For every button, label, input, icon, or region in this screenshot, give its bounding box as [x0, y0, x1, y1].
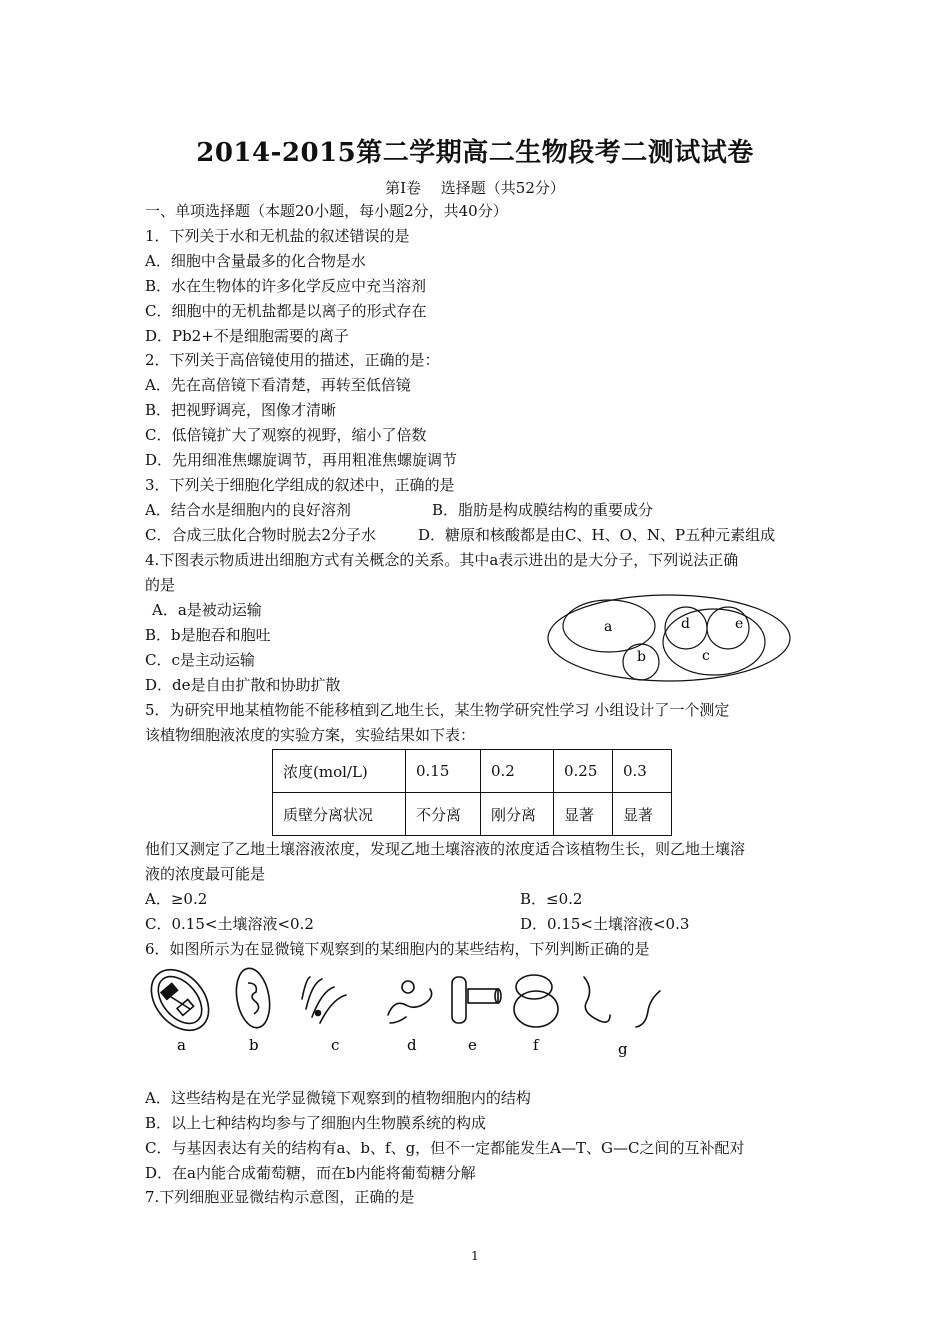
- q5-results-table: [272, 749, 672, 836]
- q4-stem-line1: 4.下图表示物质进出细胞方式有关概念的关系。其中a表示进出的是大分子，下列说法正确: [145, 551, 739, 569]
- q2-option-b: B．把视野调亮，图像才清晰: [145, 401, 337, 419]
- golgi-drawing: [302, 977, 346, 1023]
- q1-option-b: B．水在生物体的许多化学反应中充当溶剂: [145, 277, 427, 295]
- table-cell: 刚分离: [481, 793, 554, 836]
- q2-option-a: A．先在高倍镜下看清楚，再转至低倍镜: [145, 376, 411, 394]
- q5-option-b: B．≤0.2: [520, 890, 583, 908]
- table-cell: 0.2: [481, 750, 554, 793]
- q1-option-a: A．细胞中含量最多的化合物是水: [145, 252, 366, 270]
- q5-stem-line2: 该植物细胞液浓度的实验方案，实验结果如下表：: [145, 726, 476, 744]
- table-cell: 质壁分离状况: [273, 793, 406, 836]
- centriole-drawing: [452, 977, 501, 1023]
- q5-after-line1: 他们又测定了乙地土壤溶液浓度，发现乙地土壤溶液的浓度适合该植物生长，则乙地土壤溶: [145, 840, 746, 858]
- page-title: 2014-2015第二学期高二生物段考二测试试卷: [196, 138, 754, 168]
- nucleus-drawing: [514, 975, 558, 1027]
- section-heading: 第Ⅰ卷 选择题（共52分）: [385, 179, 565, 197]
- q2-stem: 2．下列关于高倍镜使用的描述，正确的是：: [145, 351, 440, 369]
- table-cell: 0.15: [406, 750, 481, 793]
- diagram-label-d: d: [681, 616, 690, 632]
- diagram-label-e: e: [735, 616, 744, 632]
- table-cell: 显著: [554, 793, 613, 836]
- q1-option-d: D．Pb2+不是细胞需要的离子: [145, 327, 349, 345]
- q1-stem: 1．下列关于水和无机盐的叙述错误的是: [145, 227, 410, 245]
- figure-label-c: c: [331, 1036, 340, 1054]
- chloroplast-drawing: [140, 965, 220, 1041]
- q2-option-c: C．低倍镜扩大了观察的视野，缩小了倍数: [145, 426, 427, 444]
- page-number: 1: [471, 1249, 479, 1263]
- q2-option-d: D．先用细准焦螺旋调节，再用粗准焦螺旋调节: [145, 451, 458, 469]
- organelle-figure: [140, 965, 680, 1060]
- q4-option-b: B．b是胞吞和胞吐: [145, 626, 271, 644]
- q3-option-d: D．糖原和核酸都是由C、H、O、N、P五种元素组成: [418, 526, 776, 544]
- figure-label-d: d: [407, 1036, 417, 1054]
- q6-option-d: D．在a内能合成葡萄糖，而在b内能将葡萄糖分解: [145, 1164, 476, 1182]
- q3-option-b: B．脂肪是构成膜结构的重要成分: [432, 501, 654, 519]
- transport-concept-diagram: [540, 590, 800, 690]
- q6-option-a: A．这些结构是在光学显微镜下观察到的植物细胞内的结构: [145, 1089, 531, 1107]
- diagram-label-c: c: [702, 648, 710, 664]
- figure-label-e: e: [468, 1036, 477, 1054]
- figure-label-g: g: [618, 1040, 628, 1058]
- q6-stem: 6．如图所示为在显微镜下观察到的某细胞内的某些结构，下列判断正确的是: [145, 940, 650, 958]
- table-cell: 0.3: [613, 750, 672, 793]
- table-cell: 显著: [613, 793, 672, 836]
- table-cell: 不分离: [406, 793, 481, 836]
- ribosome-drawing: [584, 977, 660, 1027]
- q5-option-c: C．0.15<土壤溶液<0.2: [145, 915, 314, 933]
- q1-option-c: C．细胞中的无机盐都是以离子的形式存在: [145, 302, 427, 320]
- part-heading: 一、单项选择题（本题20小题，每小题2分，共40分）: [145, 202, 508, 220]
- q5-after-line2: 液的浓度最可能是: [145, 865, 266, 883]
- figure-label-b: b: [249, 1036, 259, 1054]
- q4-stem-line2: 的是: [145, 576, 176, 594]
- table-row: [273, 793, 672, 836]
- q3-stem: 3．下列关于细胞化学组成的叙述中，正确的是: [145, 476, 455, 494]
- er-drawing: [388, 981, 432, 1023]
- q6-option-c: C．与基因表达有关的结构有a、b、f、g，但不一定都能发生A—T、G—C之间的互补配对: [145, 1139, 745, 1157]
- q5-option-a: A．≥0.2: [145, 890, 208, 908]
- q7-stem: 7.下列细胞亚显微结构示意图，正确的是: [145, 1188, 415, 1206]
- q3-option-a: A．结合水是细胞内的良好溶剂: [145, 501, 351, 519]
- table-row: [273, 750, 672, 793]
- table-cell: 0.25: [554, 750, 613, 793]
- q3-option-c: C．合成三肽化合物时脱去2分子水: [145, 526, 377, 544]
- q4-option-a: A．a是被动运输: [152, 601, 262, 619]
- q5-option-d: D．0.15<土壤溶液<0.3: [520, 915, 690, 933]
- q6-option-b: B．以上七种结构均参与了细胞内生物膜系统的构成: [145, 1114, 487, 1132]
- mitochondrion-drawing: [232, 966, 274, 1031]
- table-cell: 浓度(mol/L): [273, 750, 406, 793]
- figure-label-a: a: [177, 1036, 186, 1054]
- q4-option-c: C．c是主动运输: [145, 651, 255, 669]
- diagram-label-b: b: [637, 649, 646, 665]
- q4-option-d: D．de是自由扩散和协助扩散: [145, 676, 341, 694]
- q5-stem-line1: 5．为研究甲地某植物能不能移植到乙地生长，某生物学研究性学习 小组设计了一个测定: [145, 701, 730, 719]
- figure-label-f: f: [533, 1036, 539, 1054]
- diagram-label-a: a: [604, 619, 613, 635]
